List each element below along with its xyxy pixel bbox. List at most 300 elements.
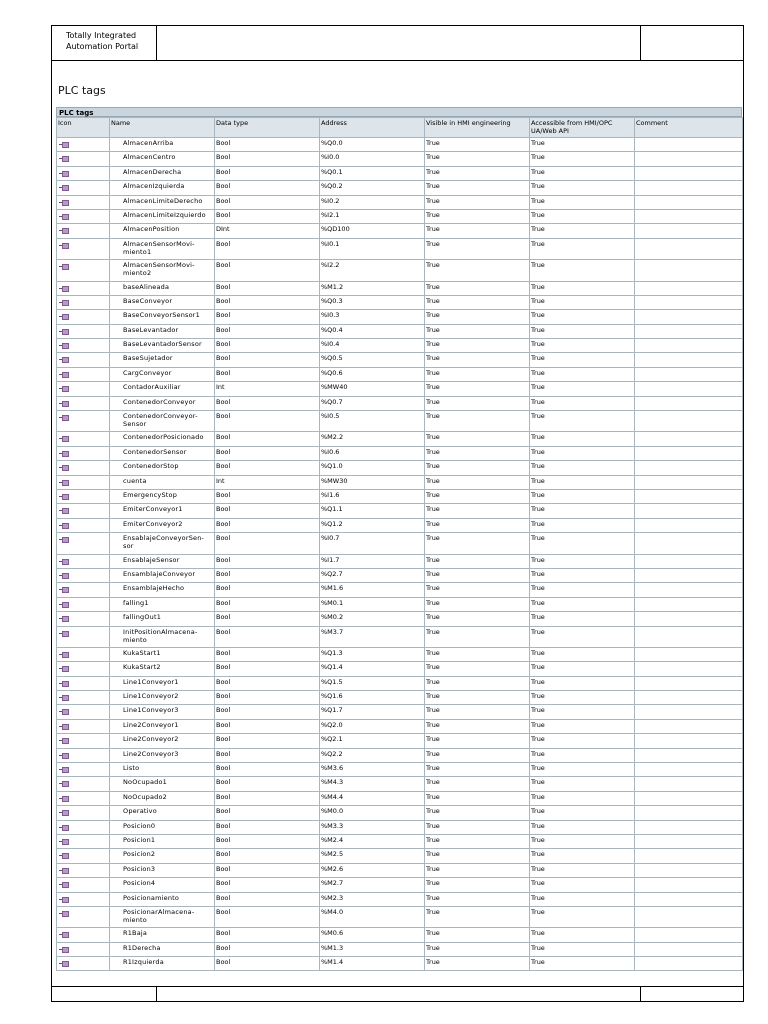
tag-visible-hmi: True <box>425 382 530 396</box>
tag-name: EnsablajeSensor <box>110 554 215 568</box>
tag-data-type: Bool <box>215 367 320 381</box>
tag-icon-cell <box>57 152 110 166</box>
tag-icon-cell <box>57 554 110 568</box>
tag-visible-hmi: True <box>425 568 530 582</box>
tag-comment <box>635 339 743 353</box>
plc-tag-icon <box>59 480 69 486</box>
tag-visible-hmi: True <box>425 906 530 927</box>
tag-accessible-hmi: True <box>530 554 635 568</box>
tag-visible-hmi: True <box>425 195 530 209</box>
tag-data-type: Bool <box>215 892 320 906</box>
tag-comment <box>635 504 743 518</box>
tag-address: %MW40 <box>320 382 425 396</box>
tag-comment <box>635 238 743 259</box>
plc-tag-icon <box>59 882 69 888</box>
table-row <box>57 568 743 582</box>
plc-tag-icon <box>59 767 69 773</box>
tag-data-type: Bool <box>215 647 320 661</box>
tag-address: %M2.2 <box>320 432 425 446</box>
tag-visible-hmi: True <box>425 647 530 661</box>
tag-accessible-hmi: True <box>530 396 635 410</box>
tag-name: EmiterConveyor1 <box>110 504 215 518</box>
tag-visible-hmi: True <box>425 475 530 489</box>
tag-address: %Q1.2 <box>320 518 425 532</box>
tag-accessible-hmi: True <box>530 339 635 353</box>
tag-data-type: Int <box>215 475 320 489</box>
tag-comment <box>635 942 743 956</box>
tag-comment <box>635 224 743 238</box>
table-row <box>57 339 743 353</box>
tag-address: %Q0.0 <box>320 138 425 152</box>
tag-comment <box>635 791 743 805</box>
tag-name: AlmacenDerecha <box>110 166 215 180</box>
tag-icon-cell <box>57 461 110 475</box>
tag-data-type: Bool <box>215 791 320 805</box>
tag-comment <box>635 691 743 705</box>
plc-tag-icon <box>59 343 69 349</box>
table-row <box>57 224 743 238</box>
tag-address: %M2.3 <box>320 892 425 906</box>
tag-name: ContenedorSensor <box>110 446 215 460</box>
tag-comment <box>635 719 743 733</box>
tag-data-type: Bool <box>215 705 320 719</box>
plc-tag-icon <box>59 932 69 938</box>
plc-tag-icon <box>59 753 69 759</box>
tag-icon-cell <box>57 411 110 432</box>
tag-address: %Q0.7 <box>320 396 425 410</box>
table-row <box>57 626 743 647</box>
tag-visible-hmi: True <box>425 957 530 971</box>
tag-icon-cell <box>57 719 110 733</box>
plc-tag-icon <box>59 314 69 320</box>
table-row <box>57 612 743 626</box>
table-header-row <box>57 118 743 138</box>
tag-accessible-hmi: True <box>530 224 635 238</box>
tag-comment <box>635 806 743 820</box>
tag-icon-cell <box>57 820 110 834</box>
tag-visible-hmi: True <box>425 310 530 324</box>
tag-accessible-hmi: True <box>530 612 635 626</box>
plc-tag-icon <box>59 587 69 593</box>
tag-visible-hmi: True <box>425 662 530 676</box>
tag-accessible-hmi: True <box>530 518 635 532</box>
table-row <box>57 957 743 971</box>
tag-visible-hmi: True <box>425 863 530 877</box>
tag-icon-cell <box>57 662 110 676</box>
tag-data-type: Bool <box>215 612 320 626</box>
tag-data-type: Bool <box>215 691 320 705</box>
tag-visible-hmi: True <box>425 138 530 152</box>
tag-comment <box>635 324 743 338</box>
tag-comment <box>635 763 743 777</box>
table-row <box>57 849 743 863</box>
tag-address: %Q2.7 <box>320 568 425 582</box>
tag-accessible-hmi: True <box>530 691 635 705</box>
table-row <box>57 475 743 489</box>
tag-name: BaseLevantadorSensor <box>110 339 215 353</box>
table-row <box>57 432 743 446</box>
tag-comment <box>635 432 743 446</box>
plc-tag-icon <box>59 810 69 816</box>
tag-icon-cell <box>57 834 110 848</box>
tag-data-type: Bool <box>215 324 320 338</box>
table-row <box>57 676 743 690</box>
tag-name: BaseLevantador <box>110 324 215 338</box>
tag-name: BaseConveyor <box>110 295 215 309</box>
tag-visible-hmi: True <box>425 461 530 475</box>
tag-address: %Q2.2 <box>320 748 425 762</box>
table-row <box>57 892 743 906</box>
tag-address: %Q1.4 <box>320 662 425 676</box>
tag-comment <box>635 676 743 690</box>
tag-icon-cell <box>57 676 110 690</box>
tag-comment <box>635 367 743 381</box>
table-row <box>57 195 743 209</box>
plc-tag-icon <box>59 631 69 637</box>
tag-comment <box>635 518 743 532</box>
tag-address: %I0.4 <box>320 339 425 353</box>
tag-icon-cell <box>57 957 110 971</box>
tag-data-type: Bool <box>215 260 320 281</box>
tag-accessible-hmi: True <box>530 892 635 906</box>
tag-name: AlmacenCentro <box>110 152 215 166</box>
tag-visible-hmi: True <box>425 705 530 719</box>
tag-icon-cell <box>57 777 110 791</box>
tag-comment <box>635 734 743 748</box>
tag-accessible-hmi: True <box>530 676 635 690</box>
tag-comment <box>635 568 743 582</box>
tag-name: Line2Conveyor3 <box>110 748 215 762</box>
plc-tag-icon <box>59 264 69 270</box>
tag-data-type: Bool <box>215 748 320 762</box>
tag-comment <box>635 583 743 597</box>
tag-data-type: Int <box>215 382 320 396</box>
tag-visible-hmi: True <box>425 181 530 195</box>
header-product-line1: Totally Integrated <box>66 31 137 40</box>
tag-icon-cell <box>57 763 110 777</box>
plc-tag-icon <box>59 897 69 903</box>
tag-name: Line2Conveyor2 <box>110 734 215 748</box>
tag-accessible-hmi: True <box>530 662 635 676</box>
tag-comment <box>635 554 743 568</box>
table-row <box>57 138 743 152</box>
table-row <box>57 806 743 820</box>
tag-name: R1Baja <box>110 928 215 942</box>
tag-icon-cell <box>57 597 110 611</box>
tag-visible-hmi: True <box>425 396 530 410</box>
tag-address: %Q1.7 <box>320 705 425 719</box>
tag-accessible-hmi: True <box>530 504 635 518</box>
tag-accessible-hmi: True <box>530 152 635 166</box>
tag-accessible-hmi: True <box>530 138 635 152</box>
tag-accessible-hmi: True <box>530 533 635 554</box>
table-row <box>57 906 743 927</box>
tag-name: EnsamblajeConveyor <box>110 568 215 582</box>
tag-comment <box>635 748 743 762</box>
tag-comment <box>635 310 743 324</box>
table-row <box>57 748 743 762</box>
tag-address: %MW30 <box>320 475 425 489</box>
footer-right-cell <box>641 987 743 1002</box>
tag-address: %Q1.0 <box>320 461 425 475</box>
tag-visible-hmi: True <box>425 518 530 532</box>
col-header-comment: Comment <box>635 118 743 138</box>
tag-address: %M2.4 <box>320 834 425 848</box>
table-row <box>57 863 743 877</box>
tag-accessible-hmi: True <box>530 461 635 475</box>
tag-data-type: Bool <box>215 554 320 568</box>
table-row <box>57 705 743 719</box>
tag-comment <box>635 209 743 223</box>
tag-visible-hmi: True <box>425 367 530 381</box>
tag-name: R1Izquierda <box>110 957 215 971</box>
tag-visible-hmi: True <box>425 612 530 626</box>
tag-data-type: Bool <box>215 863 320 877</box>
tag-data-type: Bool <box>215 310 320 324</box>
tag-name: EmiterConveyor2 <box>110 518 215 532</box>
tag-accessible-hmi: True <box>530 719 635 733</box>
table-row <box>57 820 743 834</box>
tag-accessible-hmi: True <box>530 906 635 927</box>
tag-accessible-hmi: True <box>530 446 635 460</box>
tag-icon-cell <box>57 892 110 906</box>
page-header <box>52 26 743 61</box>
plc-tag-icon <box>59 652 69 658</box>
tag-data-type: Bool <box>215 411 320 432</box>
tag-name: Posicion3 <box>110 863 215 877</box>
tag-icon-cell <box>57 518 110 532</box>
tag-comment <box>635 597 743 611</box>
header-product-cell <box>52 26 157 60</box>
header-product-line2: Automation Portal <box>66 42 139 51</box>
tag-accessible-hmi: True <box>530 475 635 489</box>
plc-tag-icon <box>59 724 69 730</box>
tag-data-type: Bool <box>215 489 320 503</box>
plc-tags-table-wrapper <box>56 107 742 971</box>
tag-accessible-hmi: True <box>530 324 635 338</box>
tag-visible-hmi: True <box>425 676 530 690</box>
tag-comment <box>635 260 743 281</box>
tag-visible-hmi: True <box>425 295 530 309</box>
tag-address: %I2.2 <box>320 260 425 281</box>
tag-visible-hmi: True <box>425 719 530 733</box>
tag-address: %Q1.6 <box>320 691 425 705</box>
header-middle-cell <box>157 26 641 60</box>
tag-visible-hmi: True <box>425 849 530 863</box>
tag-accessible-hmi: True <box>530 181 635 195</box>
tag-comment <box>635 353 743 367</box>
tag-address: %Q0.2 <box>320 181 425 195</box>
tag-accessible-hmi: True <box>530 763 635 777</box>
tag-visible-hmi: True <box>425 820 530 834</box>
tag-accessible-hmi: True <box>530 260 635 281</box>
plc-tag-icon <box>59 508 69 514</box>
tag-address: %Q1.5 <box>320 676 425 690</box>
tag-comment <box>635 411 743 432</box>
tag-name: Line1Conveyor3 <box>110 705 215 719</box>
tag-data-type: DInt <box>215 224 320 238</box>
tag-name: Listo <box>110 763 215 777</box>
tag-name: Posicion4 <box>110 878 215 892</box>
tag-comment <box>635 878 743 892</box>
tag-comment <box>635 705 743 719</box>
tag-visible-hmi: True <box>425 878 530 892</box>
tag-name: baseAlineada <box>110 281 215 295</box>
tag-address: %I0.6 <box>320 446 425 460</box>
tag-accessible-hmi: True <box>530 928 635 942</box>
tag-icon-cell <box>57 295 110 309</box>
tag-address: %Q0.3 <box>320 295 425 309</box>
plc-tag-icon <box>59 171 69 177</box>
table-row <box>57 238 743 259</box>
tag-name: BaseConveyorSensor1 <box>110 310 215 324</box>
tag-icon-cell <box>57 432 110 446</box>
plc-tag-icon <box>59 357 69 363</box>
tag-visible-hmi: True <box>425 489 530 503</box>
tag-name: AlmacenSensorMovi- miento1 <box>110 238 215 259</box>
tag-accessible-hmi: True <box>530 626 635 647</box>
plc-tag-icon <box>59 386 69 392</box>
tag-data-type: Bool <box>215 432 320 446</box>
tag-data-type: Bool <box>215 820 320 834</box>
table-row <box>57 647 743 661</box>
tag-data-type: Bool <box>215 504 320 518</box>
tag-name: Posicion2 <box>110 849 215 863</box>
tag-accessible-hmi: True <box>530 849 635 863</box>
tag-data-type: Bool <box>215 181 320 195</box>
tag-data-type: Bool <box>215 138 320 152</box>
tag-icon-cell <box>57 224 110 238</box>
tag-visible-hmi: True <box>425 734 530 748</box>
tag-icon-cell <box>57 181 110 195</box>
tag-name: AlmacenLimiteDerecho <box>110 195 215 209</box>
tag-address: %Q0.5 <box>320 353 425 367</box>
tag-accessible-hmi: True <box>530 791 635 805</box>
tag-icon-cell <box>57 849 110 863</box>
table-row <box>57 411 743 432</box>
tag-accessible-hmi: True <box>530 432 635 446</box>
tag-icon-cell <box>57 533 110 554</box>
tag-name: ContenedorConveyor- Sensor <box>110 411 215 432</box>
table-row <box>57 662 743 676</box>
tag-accessible-hmi: True <box>530 647 635 661</box>
tag-data-type: Bool <box>215 928 320 942</box>
tag-icon-cell <box>57 310 110 324</box>
tag-address: %M3.3 <box>320 820 425 834</box>
tag-icon-cell <box>57 475 110 489</box>
tag-name: NoOcupado1 <box>110 777 215 791</box>
tag-icon-cell <box>57 906 110 927</box>
tag-address: %Q1.3 <box>320 647 425 661</box>
tag-icon-cell <box>57 166 110 180</box>
plc-tag-icon <box>59 961 69 967</box>
tag-name: AlmacenArriba <box>110 138 215 152</box>
plc-tag-icon <box>59 243 69 249</box>
tag-visible-hmi: True <box>425 892 530 906</box>
tag-data-type: Bool <box>215 849 320 863</box>
footer-middle-cell <box>157 987 641 1002</box>
footer-left-cell <box>52 987 157 1002</box>
tag-name: Posicion0 <box>110 820 215 834</box>
plc-tag-icon <box>59 451 69 457</box>
tag-address: %M4.4 <box>320 791 425 805</box>
tag-icon-cell <box>57 238 110 259</box>
tag-comment <box>635 166 743 180</box>
tag-address: %I2.1 <box>320 209 425 223</box>
tag-visible-hmi: True <box>425 166 530 180</box>
plc-tag-icon <box>59 911 69 917</box>
tag-accessible-hmi: True <box>530 166 635 180</box>
tag-icon-cell <box>57 195 110 209</box>
plc-tag-icon <box>59 616 69 622</box>
table-row <box>57 518 743 532</box>
tag-icon-cell <box>57 612 110 626</box>
plc-tag-icon <box>59 185 69 191</box>
tag-accessible-hmi: True <box>530 734 635 748</box>
tag-icon-cell <box>57 691 110 705</box>
plc-tag-icon <box>59 156 69 162</box>
plc-tag-icon <box>59 825 69 831</box>
tag-visible-hmi: True <box>425 834 530 848</box>
tag-comment <box>635 489 743 503</box>
plc-tag-icon <box>59 868 69 874</box>
table-row <box>57 382 743 396</box>
tag-address: %Q0.1 <box>320 166 425 180</box>
tag-address: %Q2.0 <box>320 719 425 733</box>
tag-name: InitPositionAlmacena- miento <box>110 626 215 647</box>
plc-tag-icon <box>59 537 69 543</box>
tag-visible-hmi: True <box>425 942 530 956</box>
tag-visible-hmi: True <box>425 224 530 238</box>
plc-tag-icon <box>59 781 69 787</box>
tag-data-type: Bool <box>215 281 320 295</box>
tag-data-type: Bool <box>215 166 320 180</box>
tag-data-type: Bool <box>215 195 320 209</box>
tag-visible-hmi: True <box>425 777 530 791</box>
plc-tags-table <box>56 117 743 971</box>
tag-comment <box>635 647 743 661</box>
tag-data-type: Bool <box>215 446 320 460</box>
tag-icon-cell <box>57 791 110 805</box>
plc-tag-icon <box>59 559 69 565</box>
tag-address: %M2.6 <box>320 863 425 877</box>
tag-name: ContenedorStop <box>110 461 215 475</box>
table-row <box>57 281 743 295</box>
tag-address: %M1.2 <box>320 281 425 295</box>
table-caption: PLC tags <box>56 107 742 117</box>
tag-visible-hmi: True <box>425 432 530 446</box>
tag-name: R1Derecha <box>110 942 215 956</box>
plc-tag-icon <box>59 494 69 500</box>
tag-address: %I1.7 <box>320 554 425 568</box>
table-row <box>57 583 743 597</box>
page-footer <box>52 986 743 1002</box>
tag-data-type: Bool <box>215 662 320 676</box>
tag-accessible-hmi: True <box>530 957 635 971</box>
tag-icon-cell <box>57 863 110 877</box>
tag-comment <box>635 281 743 295</box>
tag-icon-cell <box>57 806 110 820</box>
tag-comment <box>635 777 743 791</box>
tag-data-type: Bool <box>215 353 320 367</box>
tag-comment <box>635 181 743 195</box>
tag-comment <box>635 195 743 209</box>
tag-accessible-hmi: True <box>530 806 635 820</box>
tag-comment <box>635 612 743 626</box>
tag-comment <box>635 892 743 906</box>
tag-visible-hmi: True <box>425 281 530 295</box>
tag-icon-cell <box>57 138 110 152</box>
